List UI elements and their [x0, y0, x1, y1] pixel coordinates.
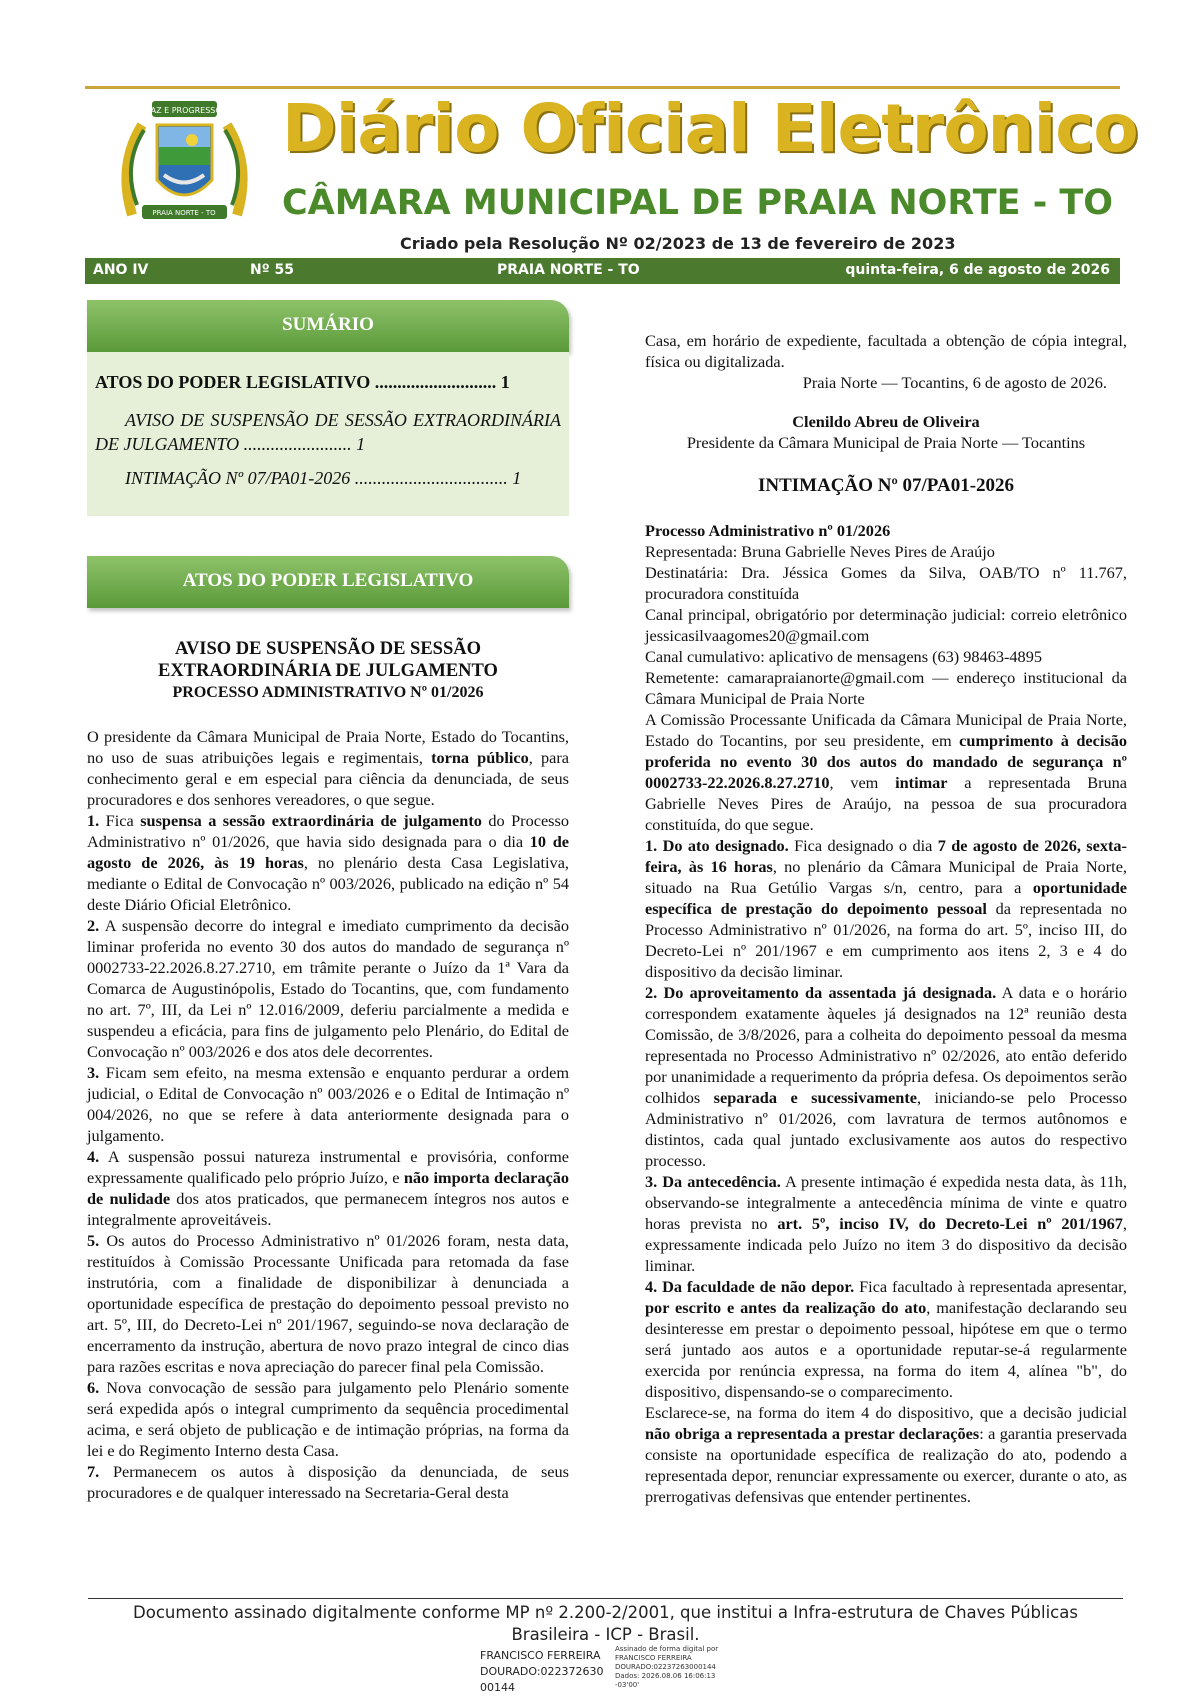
edition-bar	[85, 258, 1120, 284]
resolution-line: Criado pela Resolução Nº 02/2023 de 13 de fevereiro de 2023	[400, 234, 956, 253]
notice-intro: O presidente da Câmara Municipal de Praia Norte, Estado do Tocantins, no uso de suas atribuições legais e regimentais, torna público, para conhecimento geral e em especial para ciência da denunciada, de seus procuradores e dos senhores vereadores, o que segue.	[87, 727, 569, 809]
left-column	[87, 300, 569, 1503]
edition-place: PRAIA NORTE - TO	[497, 262, 640, 278]
notice-place-date: Praia Norte — Tocantins, 6 de agosto de 2026.	[802, 373, 1107, 392]
digital-signature	[480, 1648, 604, 1696]
newspaper-title: Diário Oficial Eletrônico	[282, 90, 1138, 167]
seal-city: PRAIA NORTE - TO	[152, 209, 216, 217]
signature-name: 00144	[480, 1681, 515, 1694]
intimation-title: INTIMAÇÃO Nº 07/PA01-2026	[757, 475, 1015, 496]
chamber-name: CÂMARA MUNICIPAL DE PRAIA NORTE - TO	[282, 183, 1114, 223]
summary-item[interactable]: AVISO DE SUSPENSÃO DE SESSÃO EXTRAORDINÁRIA DE JULGAMENTO ........................ 1	[95, 410, 561, 454]
summary-box	[87, 352, 569, 516]
notice-item: 2. A suspensão decorre do integral e imediato cumprimento da decisão liminar proferida no evento 30 dos autos do mandado de segurança nº 0002733-22.2026.8.27.2710, em trâmite perante o Juízo da 1ª Vara da Comarca de Augustinópolis, Estado do Tocantins, que, com fundamento no art. 7º, III, da Lei nº 12.016/2009, deferiu parcialmente a medida e suspendeu a eficácia, para fins de julgamento pelo Plenário, do Edital de Convocação nº 003/2026 e dos atos dele decorrentes.	[87, 916, 569, 1061]
summary-header: SUMÁRIO	[87, 300, 569, 352]
intimation-process: Processo Administrativo nº 01/2026	[645, 521, 891, 540]
intimation-item: 4. Da faculdade de não depor. Fica facultado à representada apresentar, por escrito e antes da realização do ato, manifestação declarando seu desinteresse em prestar o depoimento pessoal, hipótese em que o termo será juntado aos autos e a oportunidade reputar-se-á regularmente exercida por renúncia expressa, na forma do item 4, alínea "b", do dispositivo, dispensando-se o comparecimento.	[645, 1277, 1128, 1401]
intimation-channel-2: Canal cumulativo: aplicativo de mensagens (63) 98463-4895	[645, 647, 1042, 666]
seal-motto: PAZ E PROGRESSO	[146, 106, 222, 115]
municipal-seal-icon	[112, 95, 257, 240]
section-header: ATOS DO PODER LEGISLATIVO	[87, 556, 569, 608]
notice-item: 5. Os autos do Processo Administrativo nº 01/2026 foram, nesta data, restituídos à Comissão Processante Unificada para retomada da fase instrutória, com a finalidade de disponibilizar à denunciada a oportunidade específica de prestação do depoimento pessoal previsto no art. 5º, III, do Decreto-Lei nº 201/1967, seguindo-se nova declaração de encerramento da instrução, abertura de novo prazo integral de cinco dias para razões escritas e nova apreciação do parecer final pela Comissão.	[87, 1231, 569, 1376]
edition-date: quinta-feira, 6 de agosto de 2026	[845, 262, 1110, 278]
intimation-represented: Representada: Bruna Gabrielle Neves Pires de Araújo	[645, 542, 995, 561]
signature-detail: Assinado de forma digital por FRANCISCO FERREIRA DOURADO:02237263000144 Dados: 2026.08.06 16:06:13 -03'00'	[615, 1645, 719, 1689]
notice-item: 3. Ficam sem efeito, na mesma extensão e enquanto perdurar a ordem judicial, o Edital de Convocação nº 003/2026 e o Edital de Intimação nº 004/2026, no que se refere à data anteriormente designada para o julgamento.	[87, 1063, 569, 1145]
notice-item: 1. Fica suspensa a sessão extraordinária de julgamento do Processo Administrativo nº 01/2026, que havia sido designada para o dia 10 de agosto de 2026, às 19 horas, no plenário desta Casa Legislativa, mediante o Edital de Convocação nº 003/2026, publicado na edição nº 54 deste Diário Oficial Eletrônico.	[87, 811, 569, 914]
intimation-item: Esclarece-se, na forma do item 4 do dispositivo, que a decisão judicial não obriga a representada a prestar declarações: a garantia preservada consiste na oportunidade específica de realização do ato, podendo a representada depor, renunciar expressamente ou exercer, durante o ato, as prerrogativas defensivas que entender pertinentes.	[645, 1403, 1127, 1506]
edition-number: Nº 55	[250, 262, 294, 278]
edition-year: ANO IV	[93, 262, 149, 278]
notice-item: 4. A suspensão possui natureza instrumental e provisória, conforme expressamente qualificado pelo próprio Juízo, e não importa declaração de nulidade dos atos praticados, que permanecem íntegros nos autos e integralmente aproveitáveis.	[87, 1147, 569, 1229]
masthead-rule	[85, 86, 1120, 89]
notice-item: 6. Nova convocação de sessão para julgamento pelo Plenário somente será expedida após o integral cumprimento da sequência procedimental acima, e será objeto de publicação e de intimação próprias, na forma da lei e do Regimento Interno desta Casa.	[87, 1378, 569, 1460]
intimation-item: 2. Do aproveitamento da assentada já designada. A data e o horário correspondem exatamente àqueles já designados na 12ª reunião desta Comissão, de 3/8/2026, para a colheita do depoimento pessoal da mesma representada no Processo Administrativo nº 02/2026, ato então deferido por unanimidade a requerimento da própria defesa. Os depoimentos serão colhidos separada e sucessivamente, iniciando-se pelo Processo Administrativo nº 01/2026, com lavratura de termos autônomos e distintos, cada qual juntado exclusivamente aos autos do respectivo processo.	[645, 983, 1128, 1170]
notice-title	[87, 638, 569, 704]
intimation-item: 1. Do ato designado. Fica designado o dia 7 de agosto de 2026, sexta-feira, às 16 horas, no plenário da Câmara Municipal de Praia Norte, situado na Rua Getúlio Vargas s/n, centro, para a oportunidade específica de prestação do depoimento pessoal da representada no Processo Administrativo nº 01/2026, na forma do art. 5º, inciso III, do Decreto-Lei nº 201/1967 e em cumprimento aos itens 2, 3 e 4 do dispositivo da decisão liminar.	[645, 836, 1127, 981]
notice-item-continued: Casa, em horário de expediente, facultada a obtenção de cópia integral, física ou digitalizada.	[645, 331, 1127, 371]
footer-line: Documento assinado digitalmente conforme MP nº 2.200-2/2001, que institui a Infra-estrutura de Chaves Públicas	[133, 1603, 1078, 1622]
signature-name: FRANCISCO FERREIRA	[480, 1649, 601, 1662]
intimation-sender: Remetente: camarapraianorte@gmail.com — endereço institucional da Câmara Municipal de Praia Norte	[645, 668, 1127, 708]
summary-item[interactable]: ATOS DO PODER LEGISLATIVO ........................... 1	[95, 372, 510, 392]
intimation-intro: A Comissão Processante Unificada da Câmara Municipal de Praia Norte, Estado do Tocantins, por seu presidente, em cumprimento à decisão proferida no evento 30 dos autos do mandado de segurança nº 0002733-22.2026.8.27.2710, vem intimar a representada Bruna Gabrielle Neves Pires de Araújo, na pessoa de sua procuradora constituída, do que segue.	[645, 710, 1128, 834]
footer-note	[88, 1602, 1123, 1646]
summary-item[interactable]: INTIMAÇÃO Nº 07/PA01-2026 .................................. 1	[125, 468, 522, 488]
right-column	[645, 330, 1127, 1507]
notice-title-line: AVISO DE SUSPENSÃO DE SESSÃO	[174, 639, 482, 659]
notice-title-line: EXTRAORDINÁRIA DE JULGAMENTO	[158, 661, 498, 681]
signature-name: DOURADO:022372630	[480, 1665, 604, 1678]
notice-item: 7. Permanecem os autos à disposição da denunciada, de seus procuradores e de qualquer interessado na Secretaria-Geral desta	[87, 1462, 569, 1502]
intimation-channel: Canal principal, obrigatório por determinação judicial: correio eletrônico jessicasilvaagomes20@gmail.com	[645, 605, 1127, 645]
footer-line: Brasileira - ICP - Brasil.	[511, 1625, 700, 1644]
notice-signer: Clenildo Abreu de Oliveira	[792, 412, 980, 431]
intimation-item: 3. Da antecedência. A presente intimação é expedida nesta data, às 11h, observando-se integralmente a antecedência mínima de vinte e quatro horas prevista no art. 5º, inciso IV, do Decreto-Lei nº 201/1967, expressamente indicada pelo Juízo no item 3 do dispositivo da decisão liminar.	[645, 1172, 1127, 1275]
footer-rule	[88, 1598, 1123, 1599]
notice-title-line: PROCESSO ADMINISTRATIVO Nº 01/2026	[172, 684, 484, 701]
notice-signer-role: Presidente da Câmara Municipal de Praia Norte — Tocantins	[686, 433, 1086, 452]
intimation-addressee: Destinatária: Dra. Jéssica Gomes da Silva, OAB/TO nº 11.767, procuradora constituída	[645, 563, 1127, 603]
